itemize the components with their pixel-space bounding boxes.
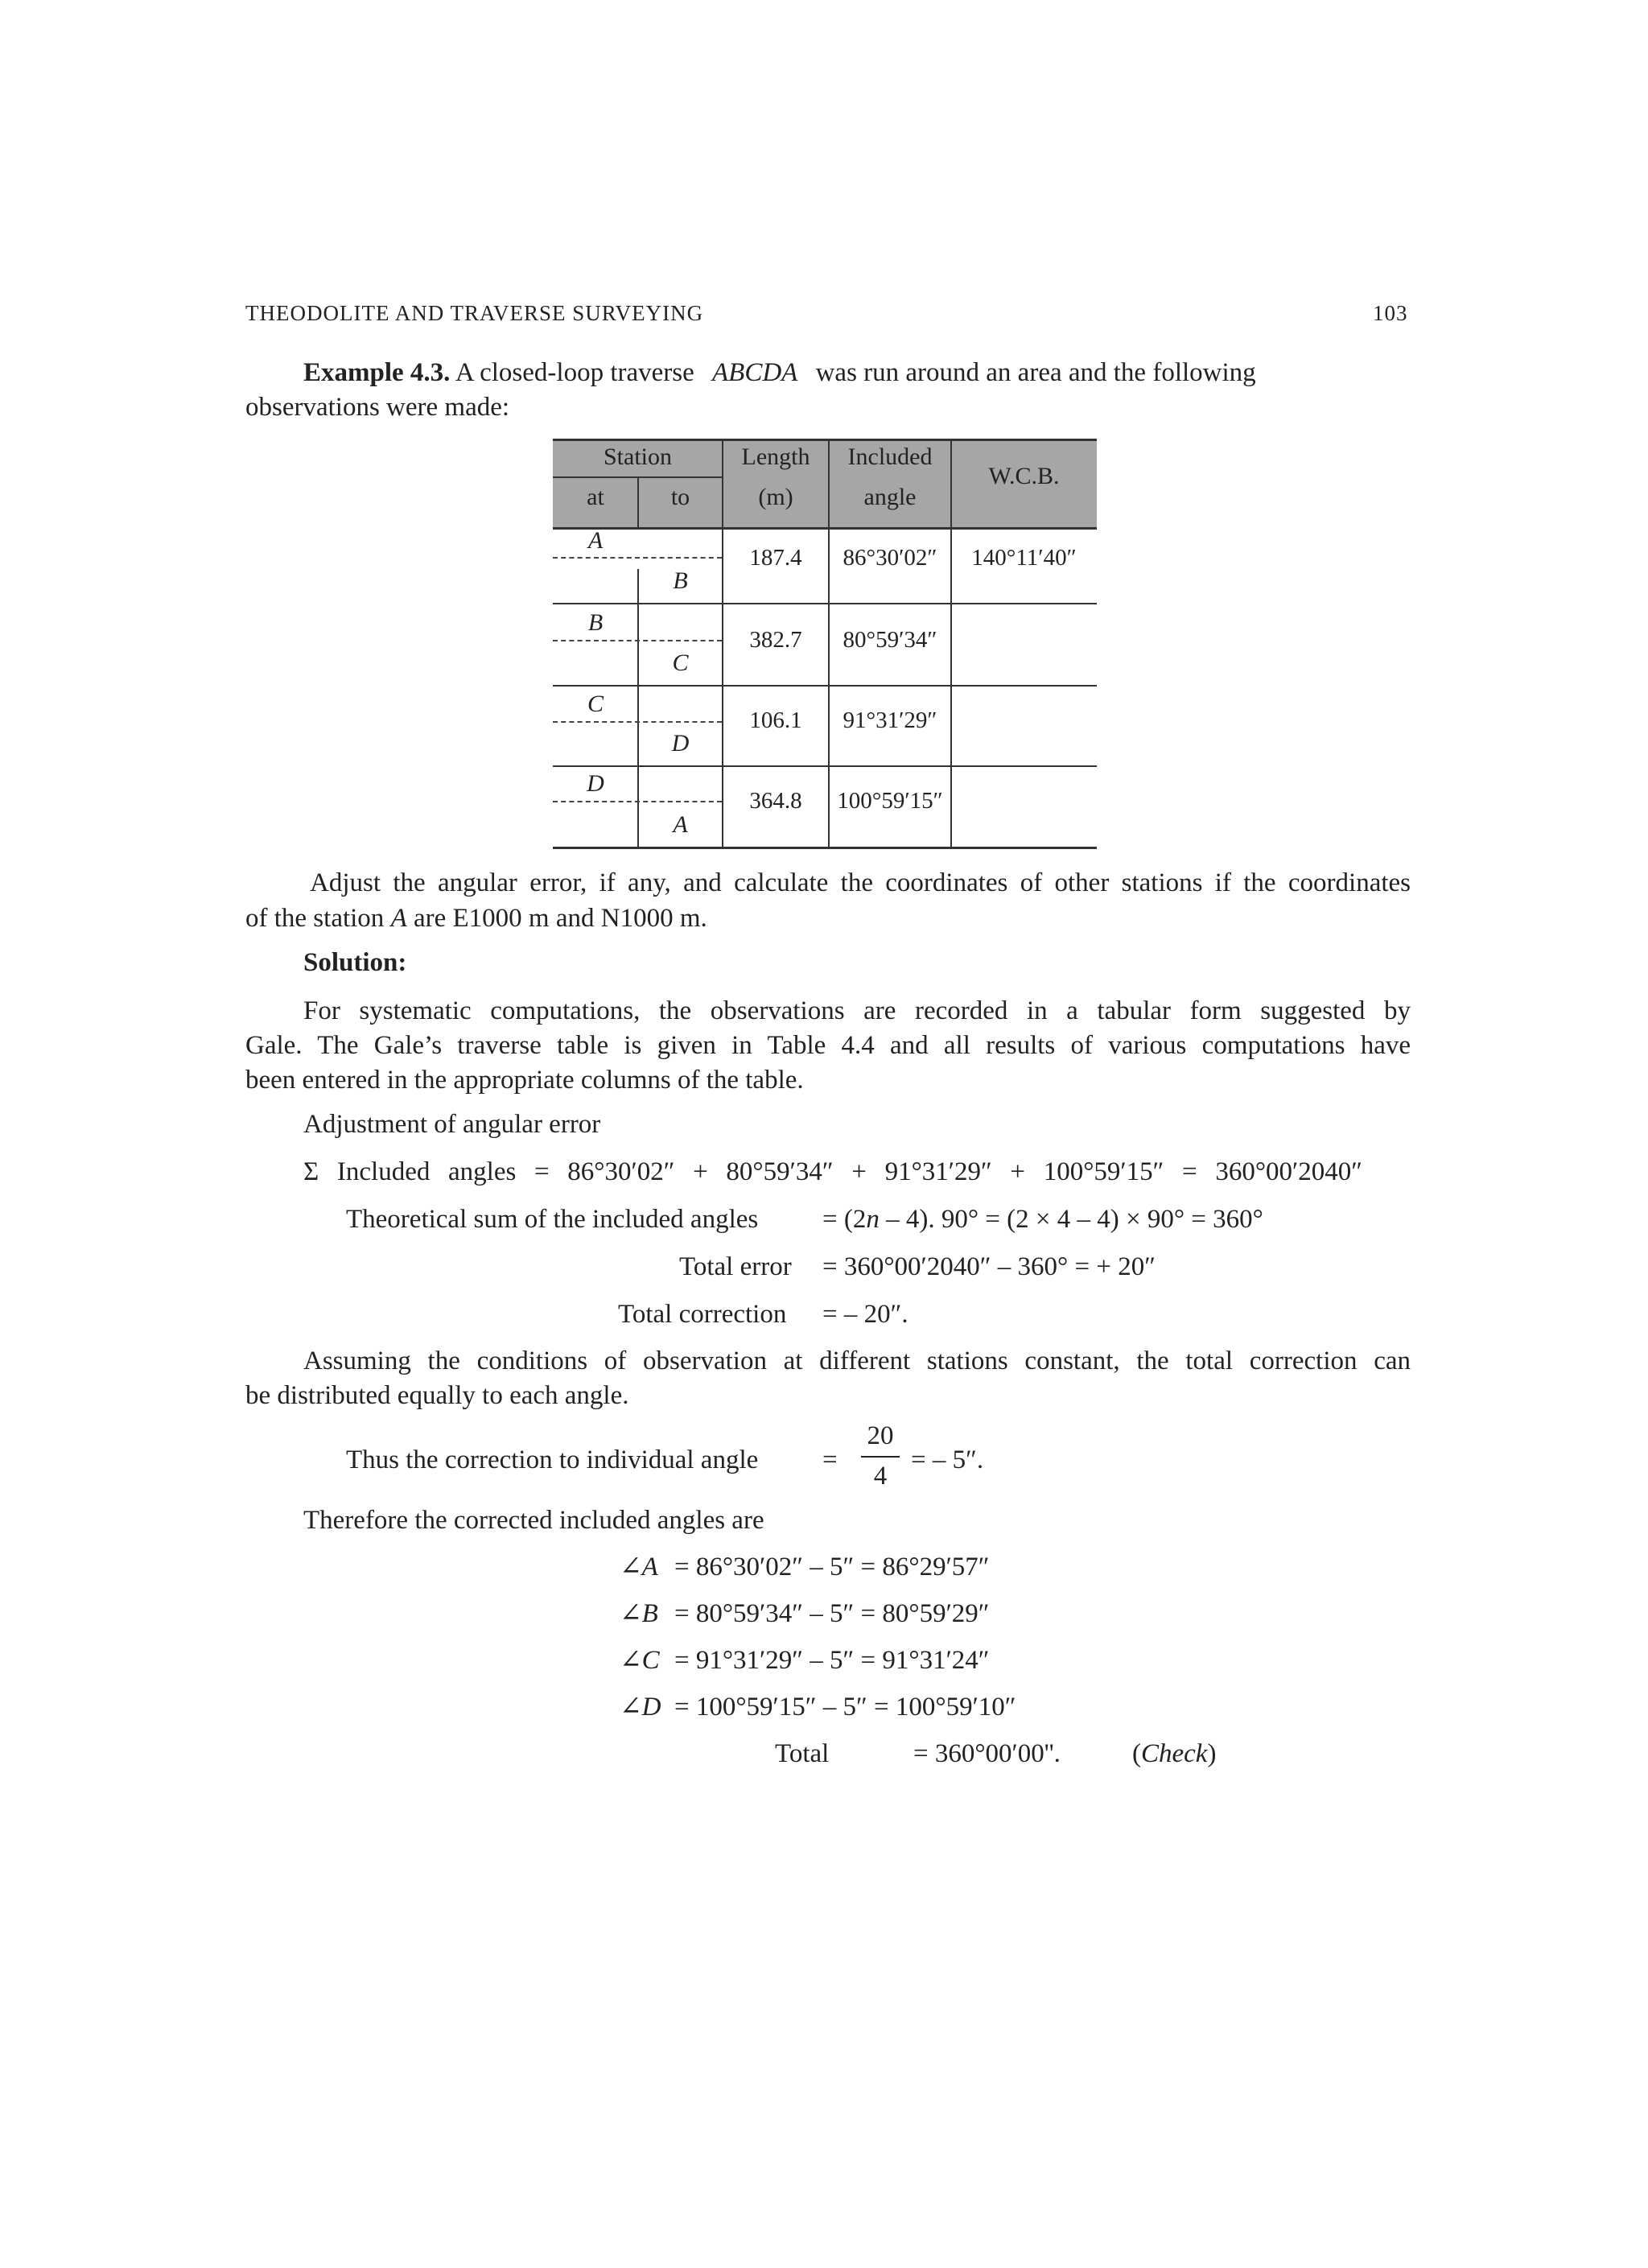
table-rule-top (553, 439, 1097, 441)
thus-equals: = (822, 1445, 838, 1474)
task-text-a: of the station (245, 904, 385, 933)
theoretical-rhs-a: = (2 (822, 1205, 867, 1234)
theoretical-rhs-b: – 4). 90° = (2 × 4 – 4) × 90° = 360° (886, 1205, 1263, 1234)
angle-d-label: ∠D (620, 1693, 661, 1722)
para1-line-1: For systematic computations, the observations are recorded in a tabular form suggested by (303, 996, 1411, 1025)
running-title: THEODOLITE AND TRAVERSE SURVEYING (245, 301, 704, 325)
angle-c-expr: = 91°31′29″ – 5″ = 91°31′24″ (674, 1646, 990, 1675)
solution-heading: Solution: (303, 948, 407, 977)
row-4-at: D (587, 770, 604, 797)
header-length-unit: (m) (758, 484, 793, 510)
table-rule-row-3 (553, 765, 1097, 767)
row-4-angle: 100°59′15″ (837, 788, 943, 814)
header-angle: angle (863, 484, 917, 510)
row-3-at: C (587, 691, 604, 717)
total-correction-rhs: = – 20″. (822, 1300, 908, 1329)
task-line-2 (245, 901, 707, 936)
thus-rhs: = – 5″. (911, 1445, 984, 1474)
row-3-to: D (671, 730, 690, 757)
row-1-wcb: 140°11′40″ (971, 545, 1077, 571)
total-correction-lhs: Total correction (618, 1300, 787, 1329)
para2-line-1: Assuming the conditions of observation at different stations constant, the total correction can (303, 1346, 1411, 1375)
para1-line-3: been entered in the appropriate columns of the table. (245, 1066, 804, 1095)
example-text-a: A closed-loop traverse (455, 358, 694, 387)
row-4-to: A (673, 811, 688, 838)
row-3-dash (553, 721, 722, 723)
row-4-dash (553, 801, 722, 802)
angle-a-expr: = 86°30′02″ – 5″ = 86°29′57″ (674, 1553, 990, 1581)
check-note: (Check) (1132, 1739, 1217, 1768)
table-rule-row-1 (553, 603, 1097, 604)
total-error-lhs: Total error (679, 1252, 792, 1281)
thus-lhs: Thus the correction to individual angle (346, 1445, 759, 1474)
angle-c-label: ∠C (620, 1646, 660, 1675)
example-line-1 (303, 356, 1256, 390)
angle-a-label: ∠A (620, 1553, 658, 1581)
angle-b-expr: = 80°59′34″ – 5″ = 80°59′29″ (674, 1599, 990, 1628)
sum-line: Σ Included angles = 86°30′02″ + 80°59′34″ + 91°31′29″ + 100°59′15″ = 360°00′2040″ (303, 1157, 1362, 1186)
row-2-angle: 80°59′34″ (843, 627, 937, 653)
traverse-name: ABCDA (712, 358, 798, 387)
angle-b-label: ∠B (620, 1599, 658, 1628)
table-rule-row-2 (553, 685, 1097, 687)
total-error-rhs: = 360°00′2040″ – 360° = + 20″ (822, 1252, 1156, 1281)
theoretical-rhs (822, 1202, 1263, 1237)
para2-line-2: be distributed equally to each angle. (245, 1381, 629, 1410)
task-text-b: are E1000 m and N1000 m. (413, 904, 707, 933)
header-length: Length (741, 443, 810, 470)
header-to: to (670, 484, 690, 510)
observation-table (553, 439, 1097, 849)
task-station: A (390, 904, 407, 933)
angle-d-expr: = 100°59′15″ – 5″ = 100°59′10″ (674, 1693, 1016, 1722)
total-label: Total (775, 1739, 830, 1768)
total-value: = 360°00′00''. (913, 1739, 1061, 1768)
adjustment-heading: Adjustment of angular error (303, 1110, 601, 1139)
row-4-length: 364.8 (749, 788, 802, 814)
header-wcb: W.C.B. (988, 463, 1060, 489)
para1-line-2: Gale. The Gale’s traverse table is given in Table 4.4 and all results of various computations have (245, 1031, 1411, 1060)
header-included: Included (847, 443, 933, 470)
row-2-dash (553, 640, 722, 641)
example-label: Example 4.3. (303, 358, 451, 387)
row-2-at: B (587, 609, 604, 636)
row-2-to: C (672, 649, 689, 676)
fraction-denominator: 4 (873, 1462, 888, 1491)
row-3-length: 106.1 (749, 707, 802, 733)
row-1-at: A (587, 527, 604, 554)
header-station: Station (603, 443, 672, 470)
row-1-length: 187.4 (749, 545, 802, 571)
example-line-2: observations were made: (245, 393, 510, 422)
task-line-1: Adjust the angular error, if any, and calculate the coordinates of other stations if the coordinates (310, 868, 1411, 897)
therefore-line: Therefore the corrected included angles are (303, 1506, 764, 1535)
example-text-b: was run around an area and the following (815, 358, 1256, 387)
row-1-to: B (673, 567, 688, 594)
check-word: Check (1141, 1739, 1208, 1768)
table-rule-bottom (553, 847, 1097, 849)
fraction-numerator: 20 (867, 1421, 894, 1450)
page-number: 103 (1373, 301, 1408, 325)
row-1-dash (553, 557, 722, 559)
fraction-bar (861, 1456, 900, 1458)
row-2-length: 382.7 (749, 627, 802, 653)
theoretical-rhs-n: n (866, 1205, 880, 1234)
theoretical-lhs: Theoretical sum of the included angles (346, 1205, 759, 1234)
row-3-angle: 91°31′29″ (843, 707, 937, 733)
row-1-angle: 86°30′02″ (843, 545, 937, 571)
header-at: at (587, 484, 604, 510)
